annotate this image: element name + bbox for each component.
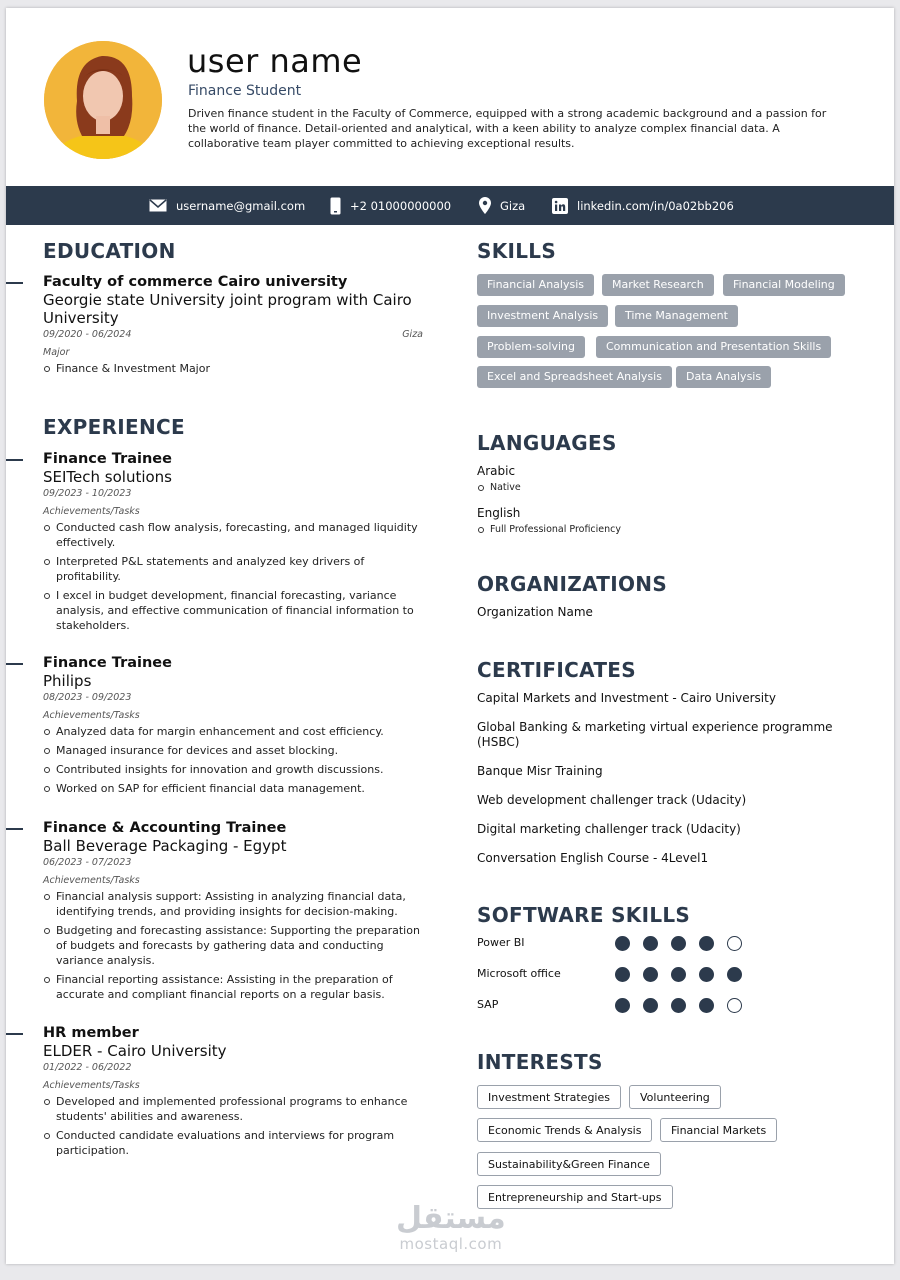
rating-dot-empty (727, 936, 742, 951)
rating-dot-filled (699, 967, 714, 982)
list-item: Interpreted P&L statements and analyzed key drivers of profitability. (43, 554, 423, 584)
language-name: English (477, 506, 521, 520)
email-text: username@gmail.com (176, 198, 306, 213)
certificate-item: Global Banking & marketing virtual experience programme (HSBC) (477, 720, 833, 749)
watermark-arabic: مستقل (396, 1201, 506, 1236)
list-item: Conducted candidate evaluations and interviews for program participation. (43, 1128, 423, 1158)
contact-phone[interactable] (330, 186, 451, 225)
language-level: Native (477, 482, 521, 493)
certificate-item: Conversation English Course - 4Level1 (477, 851, 709, 865)
skill-chip: Investment Analysis (477, 305, 608, 327)
list-item: Managed insurance for devices and asset blocking. (43, 743, 423, 758)
company-name: Ball Beverage Packaging - Egypt (43, 837, 287, 855)
list-item: Budgeting and forecasting assistance: Supporting the preparation of budgets and forecasts by gathering data and conducting variance analysis. (43, 923, 423, 968)
software-name: SAP (477, 998, 499, 1011)
language-name: Arabic (477, 464, 516, 478)
profile-summary: Driven finance student in the Faculty of Commerce, equipped with a strong academic background and a passion for the world of finance. Detail-oriented and analytical, with a keen ability to analyze complex financial data. A collaborative team player committed to achieving exceptional results. (188, 107, 827, 150)
entry-marker (6, 459, 23, 461)
profile-photo (44, 41, 162, 159)
skill-chip: Problem-solving (477, 336, 585, 358)
rating-dots (615, 967, 742, 982)
watermark-logo (396, 1203, 506, 1253)
rating-dot-filled (671, 936, 686, 951)
interest-chip: Volunteering (629, 1085, 721, 1109)
rating-dot-filled (643, 967, 658, 982)
location-text: Giza (500, 198, 526, 213)
rating-dot-filled (671, 998, 686, 1013)
job-dates (43, 486, 423, 501)
rating-dot-filled (671, 967, 686, 982)
date-range: 01/2022 - 06/2022 (43, 1062, 132, 1073)
job-dates (43, 855, 423, 870)
experience-heading: EXPERIENCE (43, 415, 185, 439)
tasks-subheading: Achievements/Tasks (43, 1080, 140, 1091)
rating-dot-filled (643, 936, 658, 951)
list-item: Contributed insights for innovation and growth discussions. (43, 762, 423, 777)
education-subheading: Major (43, 347, 70, 358)
phone-text: +2 01000000000 (350, 198, 452, 213)
education-bullets (43, 361, 423, 376)
rating-dots (615, 998, 742, 1013)
language-level: Full Professional Proficiency (477, 524, 621, 535)
interest-chip: Economic Trends & Analysis (477, 1118, 652, 1142)
rating-dot-empty (727, 998, 742, 1013)
program-name: Georgie state University joint program with Cairo University (43, 291, 412, 327)
education-location: Giza (402, 329, 423, 340)
entry-marker (6, 828, 23, 830)
interest-chip: Investment Strategies (477, 1085, 621, 1109)
interest-chip: Entrepreneurship and Start-ups (477, 1185, 673, 1209)
rating-dot-filled (643, 998, 658, 1013)
entry-marker (6, 663, 23, 665)
company-name: SEITech solutions (43, 468, 173, 486)
organization-name: Organization Name (477, 605, 593, 619)
certificate-item: Banque Misr Training (477, 764, 603, 778)
company-name: Philips (43, 672, 92, 690)
education-entry (43, 273, 423, 380)
rating-dot-filled (727, 967, 742, 982)
contact-location (479, 186, 525, 225)
software-name: Microsoft office (477, 967, 561, 980)
interests-heading: INTERESTS (477, 1050, 603, 1074)
job-title: HR member (43, 1025, 139, 1041)
rating-dot-filled (615, 967, 630, 982)
interest-chip: Sustainability&Green Finance (477, 1152, 661, 1176)
skill-chip: Excel and Spreadsheet Analysis (477, 366, 672, 388)
contact-linkedin[interactable] (552, 186, 734, 225)
certificate-item: Digital marketing challenger track (Udacity) (477, 822, 741, 836)
organizations-heading: ORGANIZATIONS (477, 572, 668, 596)
experience-entry (43, 450, 423, 637)
list-item: Conducted cash flow analysis, forecasting, and managed liquidity effectively. (43, 520, 423, 550)
experience-entry (43, 654, 423, 800)
entry-marker (6, 1033, 23, 1035)
software-name: Power BI (477, 936, 525, 949)
experience-entry (43, 819, 423, 1006)
tasks-subheading: Achievements/Tasks (43, 506, 140, 517)
entry-marker (6, 282, 23, 284)
date-range: 08/2023 - 09/2023 (43, 692, 132, 703)
rating-dot-filled (615, 998, 630, 1013)
skill-chip: Financial Analysis (477, 274, 594, 296)
phone-icon (330, 197, 341, 215)
rating-dots (615, 936, 742, 951)
contact-email[interactable] (149, 186, 305, 225)
candidate-role: Finance Student (188, 83, 302, 99)
skill-chip: Data Analysis (676, 366, 771, 388)
contact-bar (6, 186, 894, 225)
certificate-item: Capital Markets and Investment - Cairo University (477, 691, 776, 705)
list-item: I excel in budget development, financial forecasting, variance analysis, and effective communication of financial information to stakeholders. (43, 588, 423, 633)
education-meta (43, 327, 423, 342)
job-dates (43, 1060, 423, 1075)
rating-dot-filled (699, 936, 714, 951)
skills-heading: SKILLS (477, 239, 557, 263)
list-item: Financial analysis support: Assisting in analyzing financial data, identifying trends, and providing insights for decision-making. (43, 889, 423, 919)
skill-chip: Market Research (602, 274, 714, 296)
rating-dot-filled (615, 936, 630, 951)
certificates-heading: CERTIFICATES (477, 658, 636, 682)
languages-heading: LANGUAGES (477, 431, 617, 455)
job-bullets (43, 889, 423, 1002)
job-bullets (43, 724, 423, 796)
education-dates: 09/2020 - 06/2024 (43, 329, 132, 340)
job-bullets (43, 1094, 423, 1158)
skill-chip: Financial Modeling (723, 274, 845, 296)
email-icon (149, 199, 167, 212)
date-range: 09/2023 - 10/2023 (43, 488, 132, 499)
certificate-item: Web development challenger track (Udacity) (477, 793, 747, 807)
tasks-subheading: Achievements/Tasks (43, 875, 140, 886)
school-name: Faculty of commerce Cairo university (43, 274, 348, 290)
job-title: Finance & Accounting Trainee (43, 820, 287, 836)
interest-chip: Financial Markets (660, 1118, 777, 1142)
education-heading: EDUCATION (43, 239, 176, 263)
rating-dot-filled (699, 998, 714, 1013)
company-name: ELDER - Cairo University (43, 1042, 227, 1060)
job-dates (43, 690, 423, 705)
software-skills-heading: SOFTWARE SKILLS (477, 903, 691, 927)
tasks-subheading: Achievements/Tasks (43, 710, 140, 721)
linkedin-icon (552, 198, 568, 214)
list-item: Analyzed data for margin enhancement and cost efficiency. (43, 724, 423, 739)
job-bullets (43, 520, 423, 633)
candidate-name: user name (187, 42, 363, 80)
skill-chip: Time Management (615, 305, 738, 327)
skill-chip: Communication and Presentation Skills (596, 336, 831, 358)
linkedin-text: linkedin.com/in/0a02bb206 (577, 198, 734, 213)
date-range: 06/2023 - 07/2023 (43, 857, 132, 868)
job-title: Finance Trainee (43, 451, 172, 467)
resume-page (6, 8, 894, 1264)
job-title: Finance Trainee (43, 655, 172, 671)
list-item: Finance & Investment Major (43, 361, 423, 376)
list-item: Developed and implemented professional programs to enhance students' abilities and awareness. (43, 1094, 423, 1124)
list-item: Financial reporting assistance: Assisting in the preparation of accurate and compliant financial reports on a regular basis. (43, 972, 423, 1002)
list-item: Worked on SAP for efficient financial data management. (43, 781, 423, 796)
experience-entry (43, 1024, 423, 1162)
location-pin-icon (479, 197, 491, 214)
watermark-latin: mostaql.com (399, 1235, 503, 1253)
